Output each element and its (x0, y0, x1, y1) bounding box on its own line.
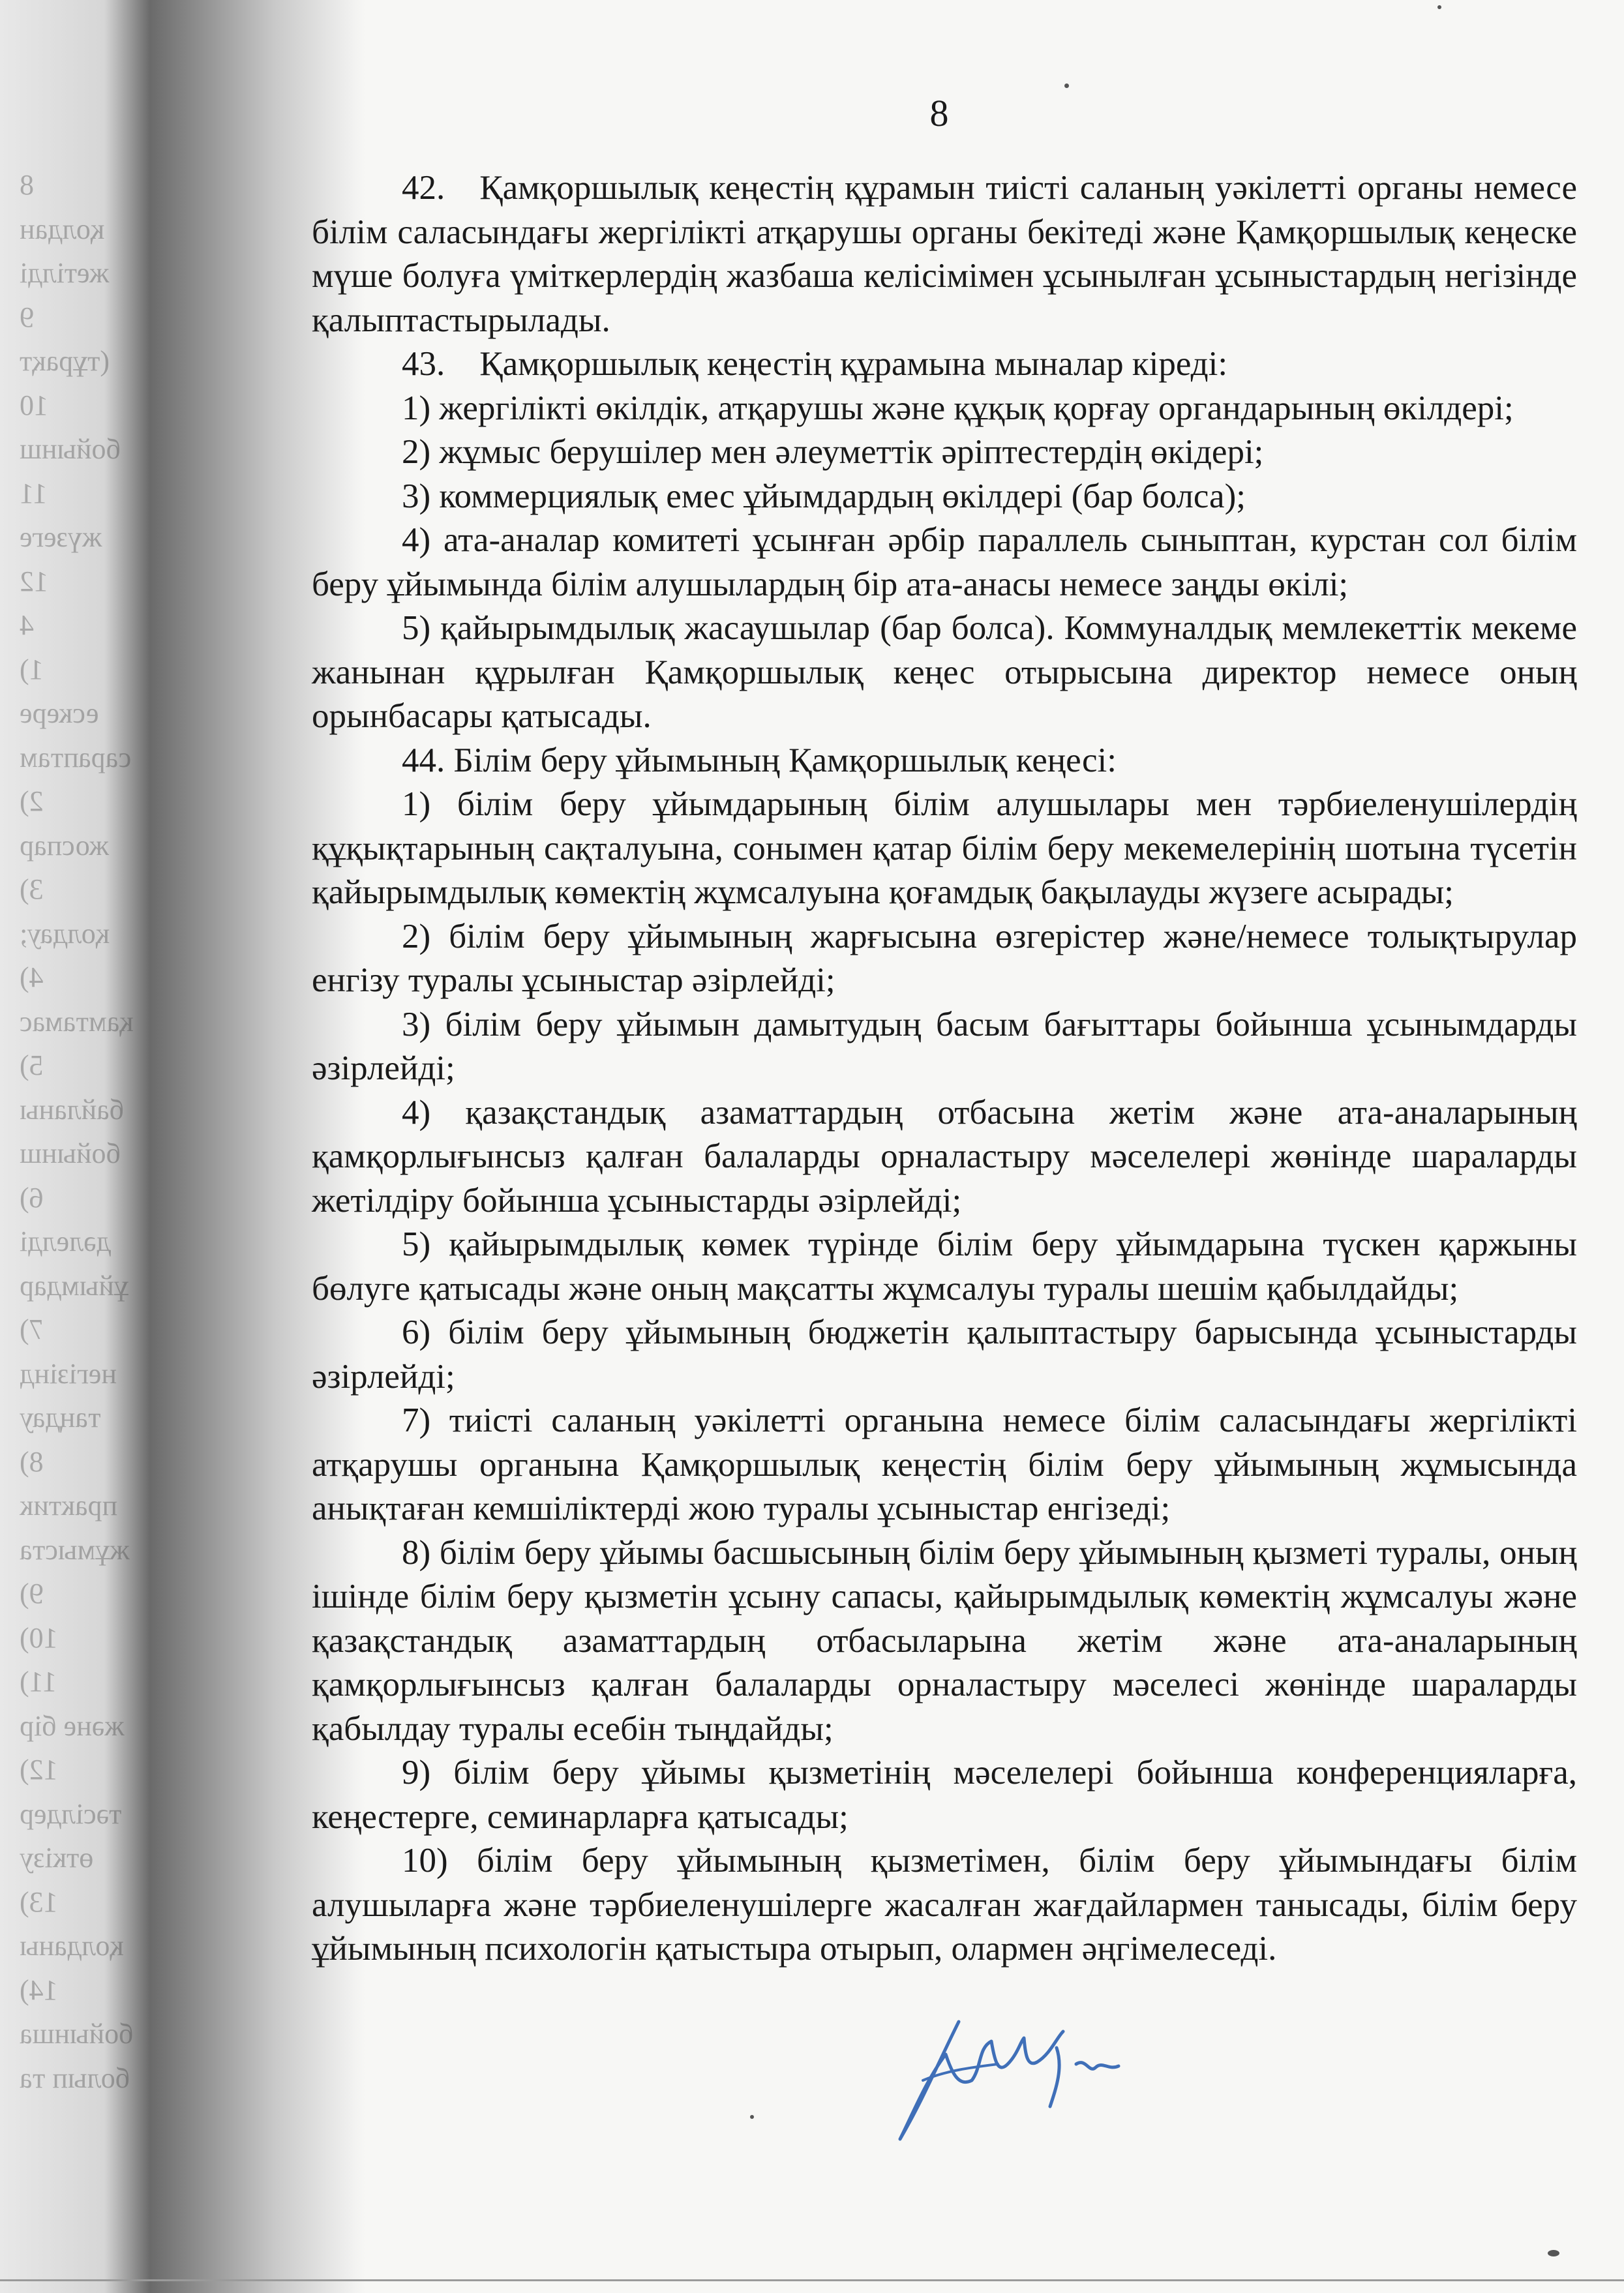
bleed-line: 5) (20, 1049, 44, 1081)
scan-speck (750, 2115, 754, 2119)
bleed-line: сараптам (20, 741, 132, 773)
bleed-line: және бір (20, 1709, 125, 1742)
scan-edge-line (0, 2279, 1624, 2281)
page-number: 8 (929, 92, 949, 134)
list-item: 5) қайырымдылық жасаушылар (бар болса). Коммуналдық мемлекеттік мекеме жанынан құрылған Қамқоршылық кеңес отырысына директор немесе оның орынбасары қатысады. (312, 609, 1577, 735)
bleed-line: байланы (20, 1093, 125, 1126)
bleed-line: бойынша (20, 2018, 134, 2050)
bleed-line: 13) (20, 1885, 58, 1918)
scan-speck (1548, 2250, 1559, 2256)
list-item: 3) білім беру ұйымын дамытудың басым бағыттары бойынша ұсынымдарды әзірлейді; (312, 1005, 1577, 1087)
list-item: 7) тиісті саланың уәкілетті органына немесе білім саласындағы жергілікті атқарушы органына Қамқоршылық кеңестің білім беру ұйымының жұмысында анықтаған кемшіліктерді жою туралы ұсыныстар енгізеді; (312, 1401, 1577, 1527)
bleed-line: 7) (20, 1313, 44, 1345)
bleed-line: жүзеге (20, 521, 102, 553)
bleed-line: тәсілдер (20, 1797, 122, 1830)
list-item: 4) ата-аналар комитеті ұсынған әрбір параллель сыныптан, курстан сол білім беру ұйымында білім алушылардың бір ата-анасы немесе заңды өкілі; (312, 521, 1577, 603)
bleed-line: дәлелді (20, 1225, 111, 1257)
list-item: 1) жергілікті өкілдік, атқарушы және құқық қорғау органдарының өкілдері; (402, 389, 1514, 427)
list-item: 9) білім беру ұйымы қызметінің мәселелері бойынша конференцияларға, кеңестерге, семинарларға қатысады; (312, 1754, 1577, 1836)
bleed-line: негізінд (20, 1357, 117, 1390)
handwritten-signature (861, 2002, 1135, 2152)
bleed-line: жұмыста (20, 1533, 130, 1566)
bleed-line: 4 (20, 609, 34, 641)
bleed-line: 11 (20, 477, 48, 509)
bleed-through-text (0, 163, 215, 2100)
bleed-line: қолдан (20, 213, 105, 245)
bleed-line: практик (20, 1490, 118, 1521)
list-item: 2) жұмыс берушілер мен әлеуметтік әріптестердің өкідері; (402, 433, 1264, 471)
bleed-line: 8 (20, 169, 34, 201)
list-item: 3) коммерциялық емес ұйымдардың өкілдері (бар болса); (402, 477, 1246, 515)
scan-speck (1437, 5, 1441, 9)
bleed-line: 8) (20, 1445, 44, 1478)
bleed-line: жоспар (20, 829, 110, 862)
bleed-line: ескере (20, 697, 99, 729)
scan-speck (1064, 83, 1069, 88)
bleed-line: 4) (20, 961, 44, 993)
bleed-line: қолданы (20, 1930, 124, 1962)
list-item: 4) қазақстандық азаматтардың отбасына жетім және ата-аналарының қамқорлығынсыз қалған балаларды орналастыру мәселелері жөнінде шараларды жетілдіру бойынша ұсыныстарды әзірлейді; (312, 1093, 1577, 1220)
bleed-line: болып та (20, 2061, 130, 2094)
bleed-line: 10 (20, 389, 48, 421)
bleed-line: 6) (20, 1181, 44, 1214)
bleed-line: 2) (20, 785, 44, 817)
list-item: 10) білім беру ұйымының қызметімен, білім беру ұйымындағы білім алушыларға және тәрбиеленушілерге жасалған жағдайлармен танысады, білім беру ұйымының психологін қатыстыра отырып, олармен әңгімелеседі. (312, 1842, 1577, 1968)
bleed-line: 9 (20, 301, 34, 333)
list-item: 1) білім беру ұйымдарының білім алушылары мен тәрбиеленушілердің құқықтарының сақталуына, сонымен қатар білім беру мекемелерінің шотына түсетін қайырымдылық көмектің жұмсалуына қоғамдық бақылауды жүзеге асырады; (312, 785, 1577, 911)
bleed-line: бойынш (20, 1137, 121, 1169)
bleed-line: 12 (20, 565, 48, 597)
list-item: 6) білім беру ұйымының бюджетін қалыптастыру барысында ұсыныстарды әзірлейді; (312, 1313, 1577, 1396)
bleed-line: (тұрақт (20, 345, 110, 377)
bleed-line: 14) (20, 1973, 58, 2006)
bleed-line: 9) (20, 1578, 44, 1610)
bleed-line: 10) (20, 1621, 58, 1654)
bleed-line: бойынш (20, 433, 121, 465)
document-body (312, 166, 1577, 1971)
bleed-line: қамтамас (20, 1005, 134, 1038)
bleed-line: қолдау; (20, 917, 110, 950)
bleed-line: өткізу (20, 1842, 94, 1874)
paragraph-44: 44. Білім беру ұйымының Қамқоршылық кеңесі: (402, 741, 1117, 779)
paragraph-43: 43. Қамқоршылық кеңестің құрамына мыналар кіреді: (402, 345, 1228, 383)
bleed-line: 3) (20, 873, 44, 905)
list-item: 8) білім беру ұйымы басшысының білім беру ұйымының қызметі туралы, оның ішінде білім беру қызметін ұсыну сапасы, қайырымдылық көмектің жұмсалуы және қазақстандық азаматтардың отбасыларына жетім және ата-аналарының қамқорлығынсыз қалған балаларды орналастыру мәселесі жөнінде шараларды қабылдау туралы есебін тыңдайды; (312, 1533, 1577, 1748)
bleed-line: 12) (20, 1754, 58, 1786)
bleed-line: 11) (20, 1666, 57, 1698)
list-item: 2) білім беру ұйымының жарғысына өзгерістер және/немесе толықтырулар енгізу туралы ұсыныстар әзірлейді; (312, 917, 1577, 999)
paragraph-42: 42. Қамқоршылық кеңестің құрамын тиісті саланың уәкілетті органы немесе білім саласындағы жергілікті атқарушы органы бекітеді және Қамқоршылық кеңеске мүше болуға үміткерлердің жазбаша келісімімен ұсынылған ұсыныстардың негізінде қалыптастырылады. (312, 169, 1577, 339)
bleed-line: ұйымдар (20, 1269, 128, 1302)
bleed-line: жетілді (20, 257, 110, 289)
bleed-line: 1) (20, 653, 44, 685)
list-item: 5) қайырымдылық көмек түрінде білім беру ұйымдарына түскен қаржыны бөлуге қатысады және оның мақсатты жұмсалуы туралы шешім қабылдайды; (312, 1225, 1577, 1308)
bleed-line: таңдау (20, 1401, 101, 1433)
